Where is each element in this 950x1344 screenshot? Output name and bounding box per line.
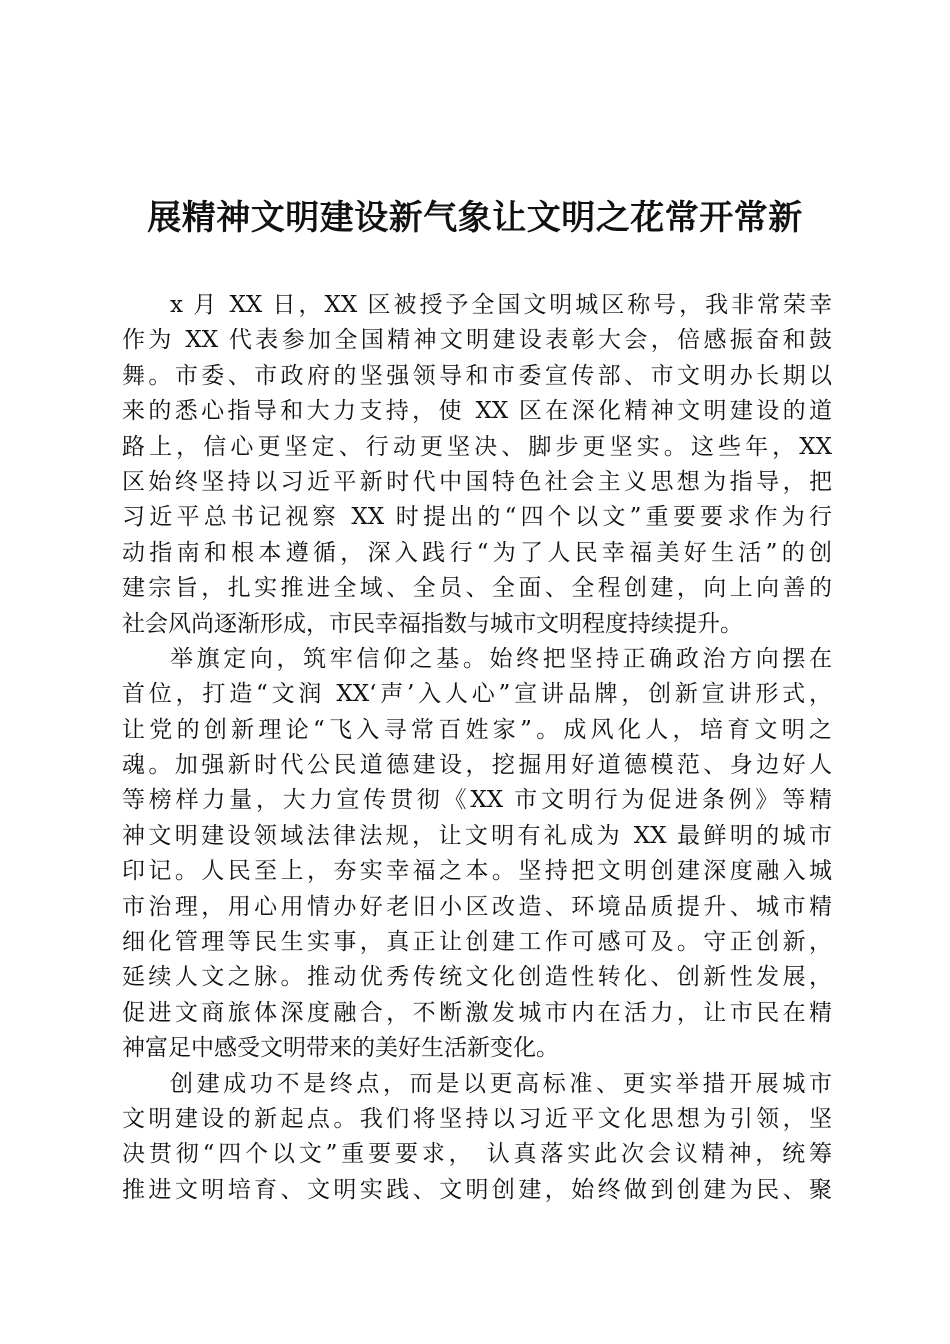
document-body	[122, 288, 832, 1208]
text-line: 作为 XX 代表参加全国精神文明建设表彰大会，倍感振奋和鼓	[122, 327, 832, 354]
text-line: 习近平总书记视察 XX 时提出的“四个以文”重要要求作为行	[122, 504, 832, 531]
text-line: 神富足中感受文明带来的美好生活新变化。	[122, 1035, 559, 1062]
text-line: 推进文明培育、文明实践、文明创建，始终做到创建为民、聚	[122, 1176, 832, 1203]
text-line: 市治理，用心用情办好老旧小区改造、环境品质提升、城市精	[122, 893, 832, 920]
paragraph-3	[122, 1067, 832, 1209]
text-line: 文明建设的新起点。我们将坚持以习近平文化思想为引领，坚	[122, 1105, 832, 1132]
text-line: 路上，信心更坚定、行动更坚决、脚步更坚实。这些年，XX	[122, 433, 832, 460]
text-line: 动指南和根本遵循，深入践行“为了人民幸福美好生活”的创	[122, 539, 832, 566]
text-line: 细化管理等民生实事，真正让创建工作可感可及。守正创新，	[122, 929, 832, 956]
text-line: 来的悉心指导和大力支持，使 XX 区在深化精神文明建设的道	[122, 398, 832, 425]
text-line: 举旗定向，筑牢信仰之基。始终把坚持正确政治方向摆在	[170, 645, 832, 672]
text-line: 首位，打造“文润 XX‘声’入人心”宣讲品牌，创新宣讲形式，	[122, 681, 832, 708]
text-line: x 月 XX 日，XX 区被授予全国文明城区称号，我非常荣幸	[170, 292, 832, 318]
paragraph-2	[122, 642, 832, 1067]
text-line: 创建成功不是终点，而是以更高标准、更实举措开展城市	[170, 1070, 832, 1097]
paragraph-1	[122, 288, 832, 642]
text-line: 延续人文之脉。推动优秀传统文化创造性转化、创新性发展，	[122, 964, 832, 991]
text-line: 印记。人民至上，夯实幸福之本。坚持把文明创建深度融入城	[122, 858, 832, 885]
text-line: 魂。加强新时代公民道德建设，挖掘用好道德模范、身边好人	[122, 752, 832, 779]
text-line: 决贯彻“四个以文”重要要求， 认真落实此次会议精神，统筹	[122, 1141, 832, 1168]
text-line: 神文明建设领域法律法规，让文明有礼成为 XX 最鲜明的城市	[122, 822, 832, 849]
text-line: 建宗旨，扎实推进全域、全员、全面、全程创建，向上向善的	[122, 575, 832, 602]
text-line: 区始终坚持以习近平新时代中国特色社会主义思想为指导，把	[122, 468, 832, 495]
document-title: 展精神文明建设新气象让文明之花常开常新	[147, 198, 803, 238]
text-line: 让党的创新理论“飞入寻常百姓家”。成风化人，培育文明之	[122, 716, 832, 743]
text-line: 社会风尚逐渐形成，市民幸福指数与城市文明程度持续提升。	[122, 610, 743, 637]
text-line: 促进文商旅体深度融合，不断激发城市内在活力，让市民在精	[122, 999, 832, 1026]
text-line: 等榜样力量，大力宣传贯彻《XX 市文明行为促进条例》等精	[122, 787, 832, 814]
text-line: 舞。市委、市政府的坚强领导和市委宣传部、市文明办长期以	[122, 362, 832, 389]
